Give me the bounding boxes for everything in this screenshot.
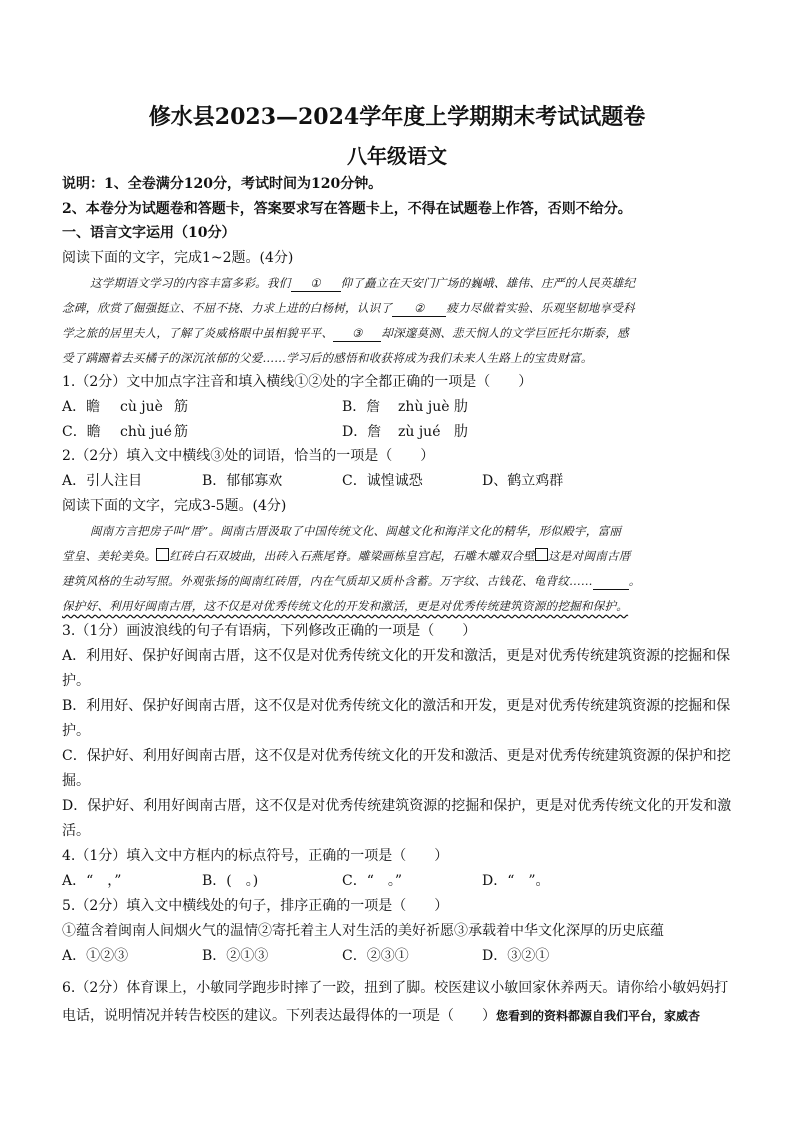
option-4c[interactable]: C．“ 。” <box>342 873 403 889</box>
option-4a[interactable]: A．“ ，” <box>62 873 122 889</box>
passage1-line-1 <box>90 273 770 293</box>
option-4d[interactable]: D．“ ”。 <box>482 873 550 889</box>
option-5b[interactable]: B．②①③ <box>202 948 269 964</box>
question-6-stem-line-1: 6.（2分）体育课上，小敏同学跑步时摔了一跤，扭到了脚。校医建议小敏回家休养两天。请你给小敏妈妈打 <box>62 980 729 996</box>
question-6-stem-line-2 <box>62 1006 742 1026</box>
option-5a[interactable]: A．①②③ <box>62 948 129 964</box>
option-5c[interactable]: C．②③① <box>342 948 409 964</box>
option-1b-char[interactable]: B．詹 <box>342 399 381 415</box>
option-1b-word: 肋 <box>454 399 468 415</box>
passage1-text: 学之旅的居里夫人，了解了炎威格眼中虽相貌平平、 <box>62 326 334 340</box>
option-1a-pinyin: cù juè <box>120 399 163 415</box>
note-line-1: 说明：1、全卷满分120分，考试时间为120分钟。 <box>62 176 383 192</box>
option-3a-line-1[interactable]: A．利用好、保护好闽南古厝，这不仅是对优秀传统文化的开发和激活，更是对优秀传统建筑资源的挖掘和保 <box>62 648 731 664</box>
note-line-2: 2、本卷分为试题卷和答题卡，答案要求写在答题卡上，不得在试题卷上作答，否则不给分。 <box>62 201 632 217</box>
option-3b-line-2: 护。 <box>62 723 90 739</box>
option-3b-line-1[interactable]: B．利用好、保护好闽南古厝，这不仅是对优秀传统文化的激活和开发，更是对优秀传统建筑资源的挖掘和保 <box>62 698 731 714</box>
option-1b-pinyin: zhù juè <box>398 399 450 415</box>
watermark-text: 您看到的资料都源自我们平台，家威杏 <box>496 1009 701 1023</box>
question-3-stem: 3.（1分）画波浪线的句子有语病，下列修改正确的一项是（ ） <box>62 623 477 639</box>
option-5d[interactable]: D．③②① <box>482 948 550 964</box>
question-6-text: 电话，说明情况并转告校医的建议。下列表达最得体的一项是（ ） <box>62 1008 496 1024</box>
question-5-stem: 5.（2分）填入文中横线处的句子，排序正确的一项是（ ） <box>62 898 449 914</box>
exam-subtitle: 八年级语文 <box>347 144 447 168</box>
passage1-text: 这学期语文学习的内容丰富多彩。我们 <box>90 276 291 290</box>
option-1c-char[interactable]: C．瞻 <box>62 424 101 440</box>
exam-title: 修水县2023—2024学年度上学期期末考试试题卷 <box>148 104 646 130</box>
passage2-text: 红砖白石双坡曲，出砖入石燕尾脊。雕梁画栋皇宫起，石雕木雕双合壁 <box>169 549 535 563</box>
option-1a-char[interactable]: A．瞻 <box>62 399 101 415</box>
question-1-stem: 1.（2分）文中加点字注音和填入横线①②处的字全都正确的一项是（ ） <box>62 374 533 390</box>
option-3c-line-2: 掘。 <box>62 773 90 789</box>
reading-intro-1: 阅读下面的文字，完成1~2题。(4分) <box>62 250 294 266</box>
passage2-text: 。 <box>628 574 641 588</box>
blank-4 <box>593 573 629 590</box>
blank-3: ③ <box>333 325 381 342</box>
passage2-line-3 <box>62 571 742 591</box>
section-heading: 一、语言文字运用（10分） <box>62 225 236 241</box>
option-1a-word: 筋 <box>174 399 188 415</box>
option-1d-word: 肋 <box>454 424 468 440</box>
option-3c-line-1[interactable]: C．保护好、利用好闽南古厝，这不仅是对优秀传统文化的开发和激活、更是对优秀传统建筑资源的保护和挖 <box>62 748 731 764</box>
option-1d-char[interactable]: D．詹 <box>342 424 382 440</box>
passage2-text: 堂皇、美轮美奂。 <box>62 549 157 563</box>
option-2d[interactable]: D、鹤立鸡群 <box>482 473 564 489</box>
passage1-text: 念碑，欣赏了倔强挺立、不屈不挠、力求上进的白杨树，认识了 <box>62 301 393 315</box>
blank-1: ① <box>291 275 341 292</box>
option-4b[interactable]: B．( 。) <box>202 873 259 889</box>
option-1c-pinyin: chù jué <box>120 424 172 440</box>
blank-2: ② <box>392 300 446 317</box>
punctuation-box-2 <box>535 548 548 561</box>
option-1c-word: 筋 <box>174 424 188 440</box>
option-3a-line-2: 护。 <box>62 673 90 689</box>
option-3d-line-1[interactable]: D．保护好、利用好闽南古厝，这不仅是对优秀传统建筑资源的挖掘和保护，更是对优秀传统文化的开发和激 <box>62 798 732 814</box>
option-2c[interactable]: C．诚惶诚恐 <box>342 473 423 489</box>
reading-intro-2: 阅读下面的文字，完成3-5题。(4分) <box>62 498 287 514</box>
option-2a[interactable]: A．引人注目 <box>62 473 143 489</box>
passage2-line-2 <box>62 546 742 566</box>
question-2-stem: 2.（2分）填入文中横线③处的词语，恰当的一项是（ ） <box>62 448 435 464</box>
passage2-text: 建筑风格的生动写照。外观张扬的闽南红砖厝，内在气质却又质朴含蓄。万字纹、古钱花、龟背纹…… <box>62 574 593 588</box>
option-3d-line-2: 活。 <box>62 823 90 839</box>
passage1-line-3 <box>62 323 742 343</box>
passage1-text: 疲力尽做着实验、乐观坚韧地享受科 <box>446 301 635 315</box>
option-1d-pinyin: zù jué <box>398 424 441 440</box>
passage1-text: 仰了矗立在天安门广场的巍峨、雄伟、庄严的人民英雄纪 <box>340 276 636 290</box>
passage1-line-4: 受了蹒跚着去买橘子的深沉浓郁的父爱……学习后的感悟和收获将成为我们未来人生路上的宝贵财富。 <box>62 351 593 365</box>
passage2-line-1: 闽南方言把房子叫“厝”。闽南古厝汲取了中国传统文化、闽越文化和海洋文化的精华，形似殿宇，富丽 <box>90 524 622 538</box>
question-5-items: ①蕴含着闽南人间烟火气的温情②寄托着主人对生活的美好祈愿③承载着中华文化深厚的历史底蕴 <box>62 923 664 939</box>
passage2-text: 这是对闽南古厝 <box>547 549 631 563</box>
passage2-wavy-sentence: 保护好、利用好闽南古厝，这不仅是对优秀传统文化的开发和激活，更是对优秀传统建筑资源的挖掘和保护。 <box>62 599 629 613</box>
passage1-line-2 <box>62 298 742 318</box>
punctuation-box-1 <box>156 548 169 561</box>
passage1-text: 却深邃莫测、悲天悯人的文学巨匠托尔斯泰，感 <box>381 326 629 340</box>
question-4-stem: 4.（1分）填入文中方框内的标点符号，正确的一项是（ ） <box>62 848 449 864</box>
option-2b[interactable]: B．郁郁寡欢 <box>202 473 283 489</box>
